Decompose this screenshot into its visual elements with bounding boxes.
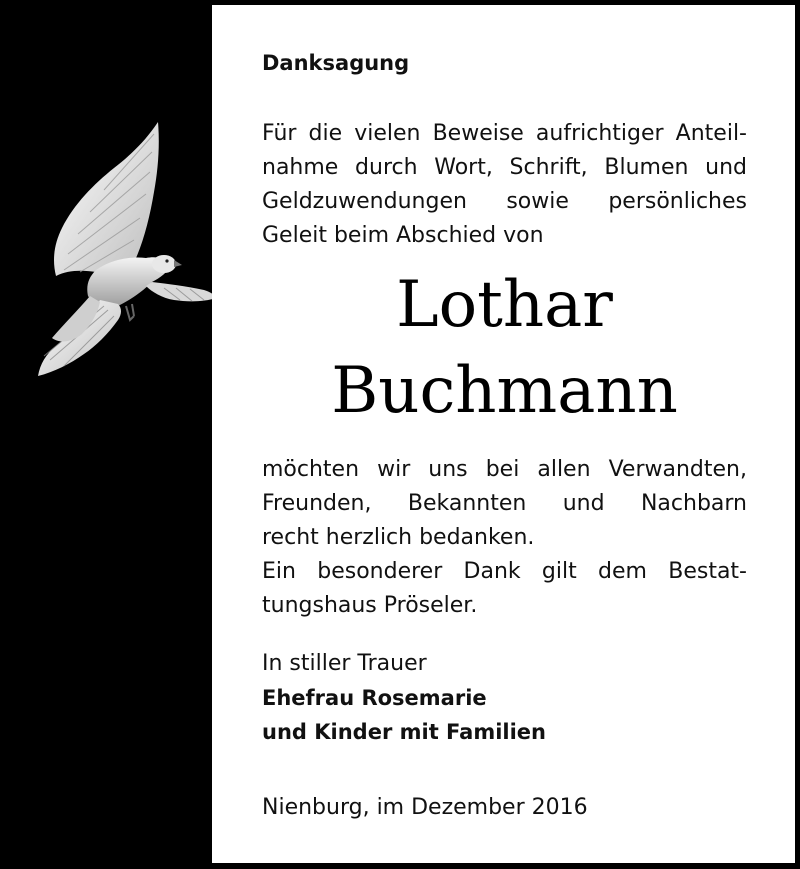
text-panel — [212, 5, 795, 863]
notice-heading: Danksagung — [262, 51, 410, 75]
intro-line: nahme durch Wort, Schrift, Blumen und — [262, 155, 747, 180]
thanks-paragraph — [262, 453, 747, 623]
mourner-wife: Ehefrau Rosemarie — [262, 686, 487, 710]
thanks-line: recht herzlich bedanken. — [262, 525, 535, 550]
deceased-first-name: Lothar — [396, 268, 613, 342]
intro-line: Geldzuwendungen sowie persönliches — [262, 189, 747, 214]
mourner-family: und Kinder mit Familien — [262, 720, 546, 744]
intro-line: Für die vielen Beweise aufrichtiger Anteil- — [262, 121, 747, 146]
thanks-line: möchten wir uns bei allen Verwandten, — [262, 457, 747, 482]
thanks-line: tungshaus Pröseler. — [262, 593, 478, 618]
intro-line: Geleit beim Abschied von — [262, 223, 544, 248]
place-and-date: Nienburg, im Dezember 2016 — [262, 795, 588, 820]
intro-paragraph — [262, 117, 747, 253]
deceased-last-name: Buchmann — [331, 354, 678, 428]
white-dove-icon — [34, 120, 218, 392]
thanks-line: Ein besonderer Dank gilt dem Bestat- — [262, 559, 747, 584]
black-side-band — [0, 0, 212, 869]
thanks-line: Freunden, Bekannten und Nachbarn — [262, 491, 747, 516]
mourning-intro: In stiller Trauer — [262, 651, 427, 676]
